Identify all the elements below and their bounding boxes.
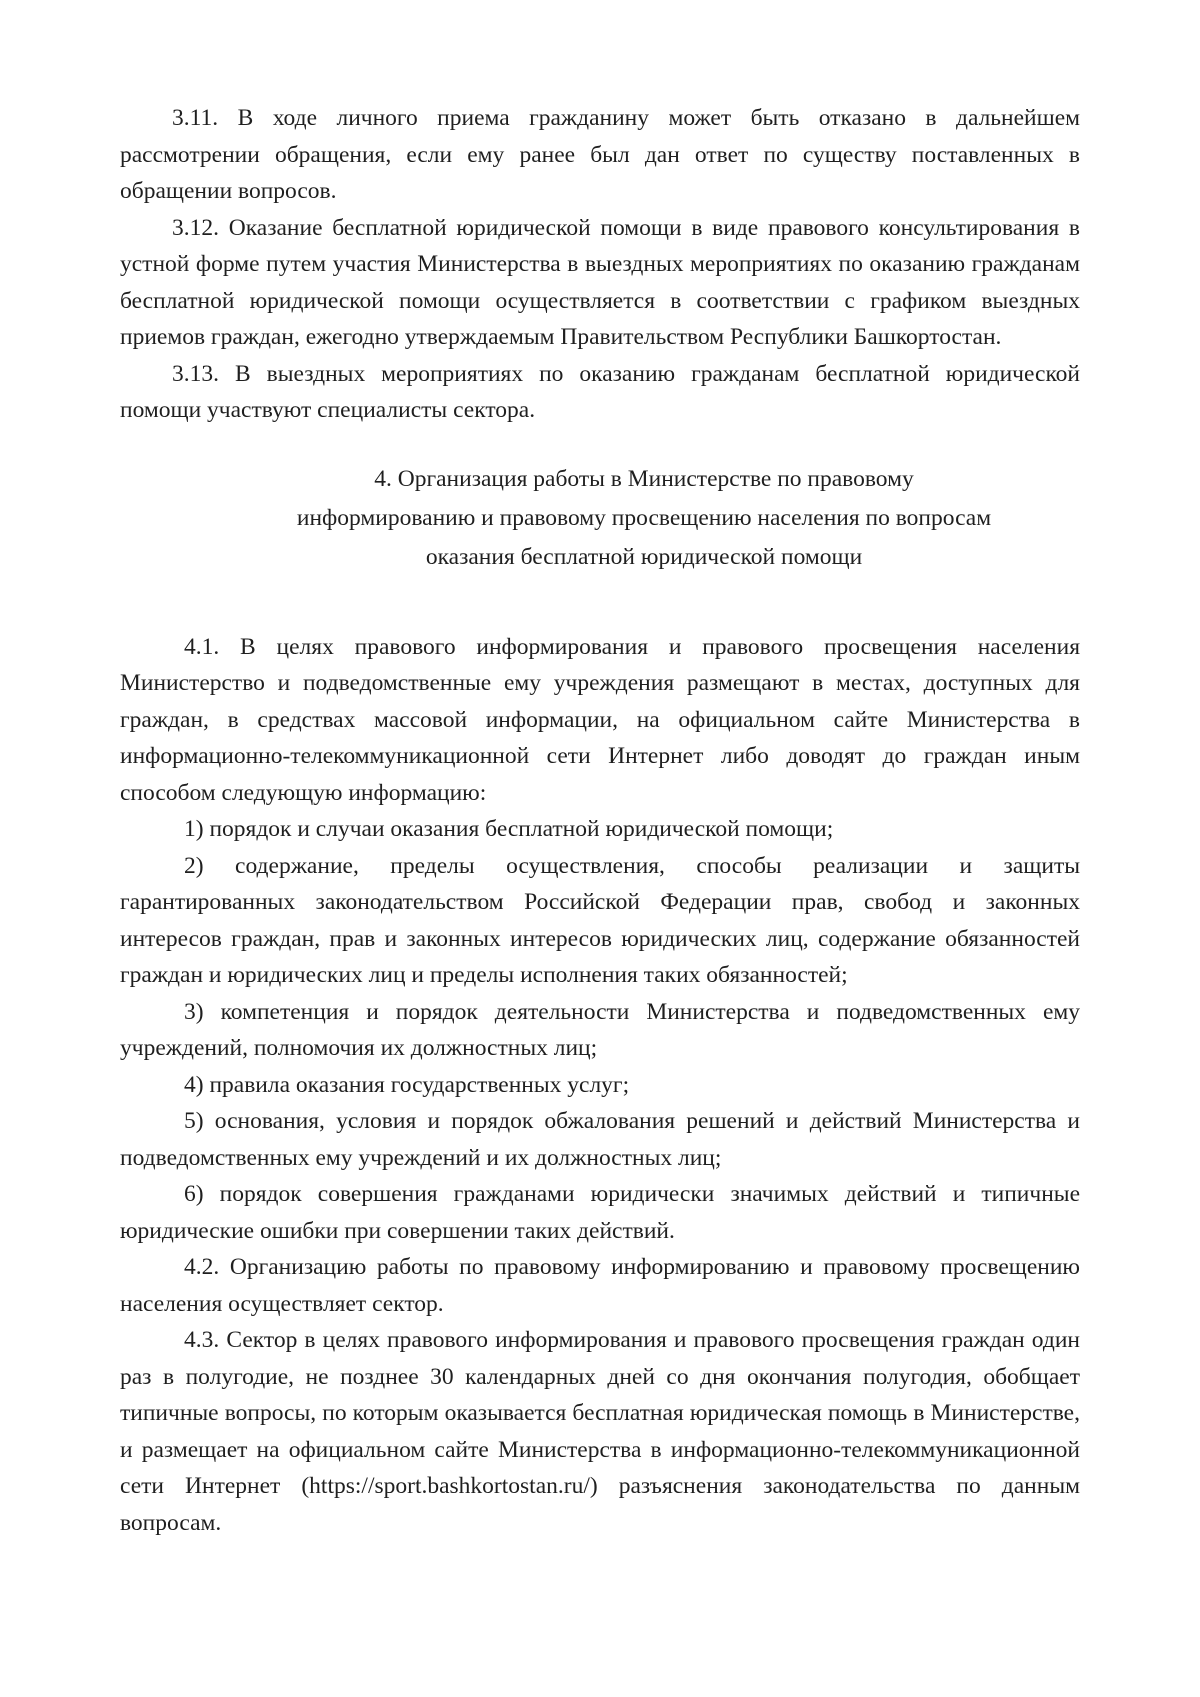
list-item-3: 3) компетенция и порядок деятельности Министерства и подведомственных ему учреждений, полномочия их должностных лиц; bbox=[120, 998, 1080, 1061]
paragraph-4-1: 4.1. В целях правового информирования и правового просвещения населения Министерство и подведомственные ему учреждения размещают в местах, доступных для граждан, в средствах массовой информации, на официальном сайте Министерства в информационно-телекоммуникационной сети Интернет либо доводят до граждан иным способом следующую информацию: bbox=[120, 633, 1080, 806]
section-4-heading bbox=[120, 460, 1080, 577]
list-item-1: 1) порядок и случаи оказания бесплатной юридической помощи; bbox=[184, 816, 834, 842]
paragraph-3-12: 3.12. Оказание бесплатной юридической помощи в виде правового консультирования в устной форме путем участия Министерства в выездных мероприятиях по оказанию гражданам бесплатной юридической помощи осуществляется в соответствии с графиком выездных приемов граждан, ежегодно утверждаемым Правительством Республики Башкортостан. bbox=[120, 214, 1080, 350]
section-4-heading-line-3: оказания бесплатной юридической помощи bbox=[425, 543, 863, 570]
list-item-4: 4) правила оказания государственных услуг; bbox=[184, 1071, 630, 1098]
section-4-heading-line-2: информированию и правовому просвещению населения по вопросам bbox=[296, 504, 992, 531]
paragraph-4-2: 4.2. Организацию работы по правовому информированию и правовому просвещению населения осуществляет сектор. bbox=[120, 1254, 1080, 1317]
paragraph-3-11: 3.11. В ходе личного приема гражданину может быть отказано в дальнейшем рассмотрении обращения, если ему ранее был дан ответ по существу поставленных в обращении вопросов. bbox=[120, 105, 1080, 204]
list-item-6: 6) порядок совершения гражданами юридически значимых действий и типичные юридические ошибки при совершении таких действий. bbox=[120, 1181, 1080, 1244]
section-4-heading-line-1: 4. Организация работы в Министерстве по правовому bbox=[374, 465, 914, 492]
list-item-2: 2) содержание, пределы осуществления, способы реализации и защиты гарантированных законодательством Российской Федерации прав, свобод и законных интересов граждан, прав и законных интересов юридических лиц, содержание обязанностей граждан и юридических лиц и пределы исполнения таких обязанностей; bbox=[120, 852, 1080, 988]
document-body bbox=[120, 100, 1080, 1541]
list-item-5: 5) основания, условия и порядок обжалования решений и действий Министерства и подведомственных ему учреждений и их должностных лиц; bbox=[120, 1108, 1080, 1171]
paragraph-4-3: 4.3. Сектор в целях правового информирования и правового просвещения граждан один раз в полугодие, не позднее 30 календарных дней со дня окончания полугодия, обобщает типичные вопросы, по которым оказывается бесплатная юридическая помощь в Министерстве, и размещает на официальном сайте Министерства в информационно-телекоммуникационной сети Интернет (https://sport.bashkortostan.ru/) разъяснения законодательства по данным вопросам. bbox=[120, 1327, 1080, 1536]
paragraph-3-13: 3.13. В выездных мероприятиях по оказанию гражданам бесплатной юридической помощи участвуют специалисты сектора. bbox=[120, 360, 1080, 423]
